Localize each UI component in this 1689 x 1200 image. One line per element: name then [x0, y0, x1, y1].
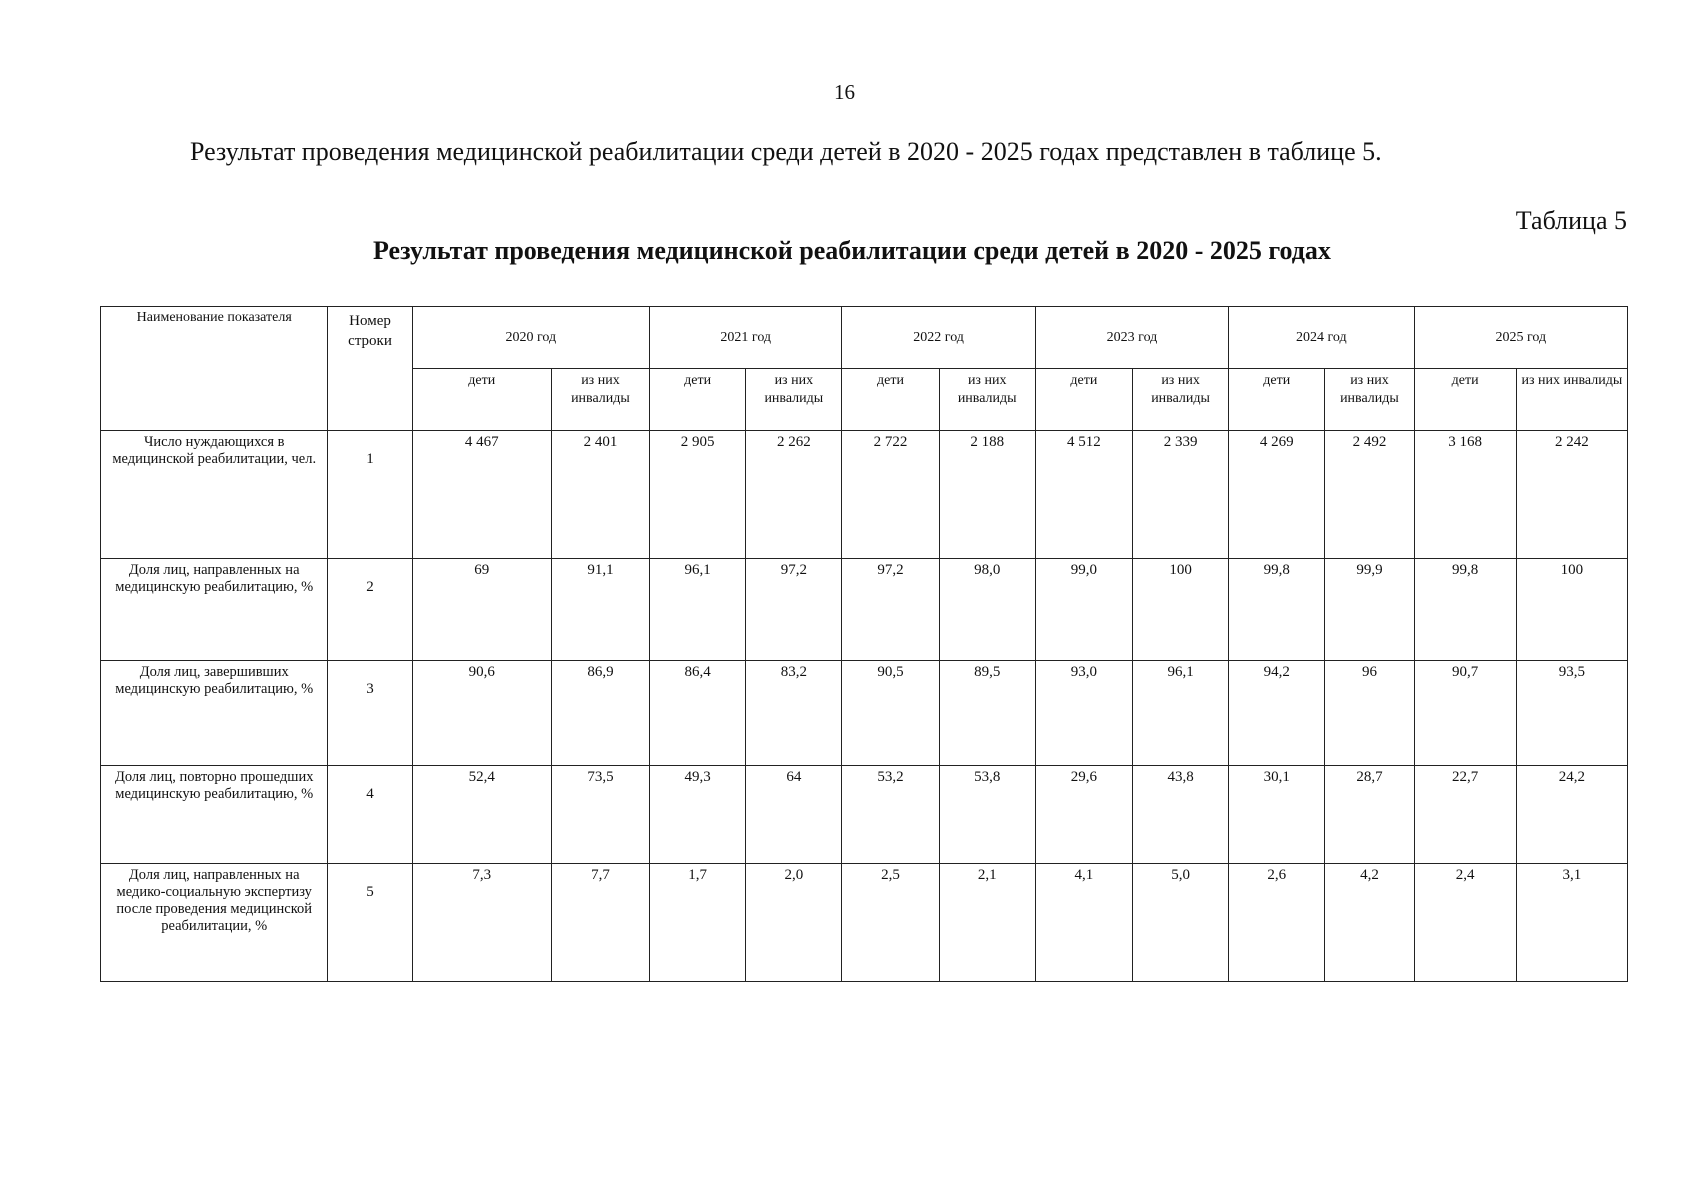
value-children: 53,2	[842, 766, 939, 864]
table-label: Таблица 5	[1515, 206, 1627, 235]
value-children: 4,1	[1035, 864, 1132, 982]
header-row-number: Номер строки	[328, 307, 412, 431]
header-disabled-2021: из них инвалиды	[746, 369, 842, 431]
value-children: 99,8	[1229, 559, 1325, 661]
value-disabled: 97,2	[746, 559, 842, 661]
header-disabled-2024: из них инвалиды	[1325, 369, 1414, 431]
table-row	[101, 766, 1628, 864]
header-disabled-2020: из них инвалиды	[551, 369, 649, 431]
value-children: 2,5	[842, 864, 939, 982]
value-children: 97,2	[842, 559, 939, 661]
table-row	[101, 661, 1628, 766]
value-children: 90,5	[842, 661, 939, 766]
value-disabled: 2 401	[551, 431, 649, 559]
header-children-2024: дети	[1229, 369, 1325, 431]
value-disabled: 96	[1325, 661, 1414, 766]
value-disabled: 5,0	[1132, 864, 1228, 982]
value-disabled: 53,8	[939, 766, 1035, 864]
row-number: 3	[328, 661, 412, 766]
value-disabled: 100	[1132, 559, 1228, 661]
value-disabled: 86,9	[551, 661, 649, 766]
value-children: 2,4	[1414, 864, 1516, 982]
value-disabled: 43,8	[1132, 766, 1228, 864]
value-disabled: 2 492	[1325, 431, 1414, 559]
value-children: 2 722	[842, 431, 939, 559]
value-disabled: 7,7	[551, 864, 649, 982]
value-disabled: 96,1	[1132, 661, 1228, 766]
indicator-name: Доля лиц, завершивших медицинскую реабилитацию, %	[101, 661, 328, 766]
value-children: 94,2	[1229, 661, 1325, 766]
value-disabled: 98,0	[939, 559, 1035, 661]
row-number: 4	[328, 766, 412, 864]
value-disabled: 100	[1516, 559, 1627, 661]
header-disabled-2025: из них инвалиды	[1516, 369, 1627, 431]
value-children: 93,0	[1035, 661, 1132, 766]
value-disabled: 73,5	[551, 766, 649, 864]
indicator-name: Доля лиц, направленных на медицинскую реабилитацию, %	[101, 559, 328, 661]
table-row	[101, 431, 1628, 559]
header-children-2022: дети	[842, 369, 939, 431]
value-children: 1,7	[650, 864, 746, 982]
header-children-2021: дети	[650, 369, 746, 431]
value-children: 86,4	[650, 661, 746, 766]
header-year-2020: 2020 год	[412, 307, 649, 369]
header-year-2024: 2024 год	[1229, 307, 1414, 369]
value-disabled: 91,1	[551, 559, 649, 661]
value-children: 4 512	[1035, 431, 1132, 559]
value-children: 69	[412, 559, 551, 661]
value-disabled: 3,1	[1516, 864, 1627, 982]
header-year-2021: 2021 год	[650, 307, 842, 369]
value-disabled: 2 262	[746, 431, 842, 559]
value-disabled: 28,7	[1325, 766, 1414, 864]
value-children: 52,4	[412, 766, 551, 864]
value-disabled: 2 339	[1132, 431, 1228, 559]
table-row	[101, 559, 1628, 661]
header-year-2022: 2022 год	[842, 307, 1035, 369]
indicator-name: Доля лиц, направленных на медико-социальную экспертизу после проведения медицинской реабилитации, %	[101, 864, 328, 982]
indicator-name: Число нуждающихся в медицинской реабилитации, чел.	[101, 431, 328, 559]
row-number: 5	[328, 864, 412, 982]
value-disabled: 2,0	[746, 864, 842, 982]
value-children: 90,6	[412, 661, 551, 766]
value-disabled: 2 188	[939, 431, 1035, 559]
value-children: 2 905	[650, 431, 746, 559]
row-number: 1	[328, 431, 412, 559]
value-disabled: 93,5	[1516, 661, 1627, 766]
value-children: 22,7	[1414, 766, 1516, 864]
value-disabled: 2 242	[1516, 431, 1627, 559]
header-year-2023: 2023 год	[1035, 307, 1228, 369]
header-children-2020: дети	[412, 369, 551, 431]
value-children: 30,1	[1229, 766, 1325, 864]
rehabilitation-results-table	[100, 306, 1628, 982]
value-children: 3 168	[1414, 431, 1516, 559]
value-children: 99,8	[1414, 559, 1516, 661]
value-disabled: 64	[746, 766, 842, 864]
page-number: 16	[834, 80, 855, 104]
value-children: 2,6	[1229, 864, 1325, 982]
value-children: 90,7	[1414, 661, 1516, 766]
header-year-2025: 2025 год	[1414, 307, 1627, 369]
value-children: 29,6	[1035, 766, 1132, 864]
header-row-years	[101, 307, 1628, 369]
table-title: Результат проведения медицинской реабилитации среди детей в 2020 - 2025 годах	[373, 236, 1331, 265]
indicator-name: Доля лиц, повторно прошедших медицинскую реабилитацию, %	[101, 766, 328, 864]
header-indicator-name: Наименование показателя	[101, 307, 328, 431]
row-number: 2	[328, 559, 412, 661]
value-children: 4 269	[1229, 431, 1325, 559]
value-disabled: 89,5	[939, 661, 1035, 766]
intro-paragraph: Результат проведения медицинской реабилитации среди детей в 2020 - 2025 годах представлен в таблице 5.	[190, 137, 1382, 166]
value-children: 49,3	[650, 766, 746, 864]
table-row	[101, 864, 1628, 982]
value-disabled: 24,2	[1516, 766, 1627, 864]
value-children: 96,1	[650, 559, 746, 661]
header-children-2023: дети	[1035, 369, 1132, 431]
header-children-2025: дети	[1414, 369, 1516, 431]
value-disabled: 99,9	[1325, 559, 1414, 661]
value-children: 7,3	[412, 864, 551, 982]
value-children: 4 467	[412, 431, 551, 559]
value-disabled: 83,2	[746, 661, 842, 766]
header-disabled-2023: из них инвалиды	[1132, 369, 1228, 431]
value-disabled: 2,1	[939, 864, 1035, 982]
value-disabled: 4,2	[1325, 864, 1414, 982]
header-disabled-2022: из них инвалиды	[939, 369, 1035, 431]
value-children: 99,0	[1035, 559, 1132, 661]
